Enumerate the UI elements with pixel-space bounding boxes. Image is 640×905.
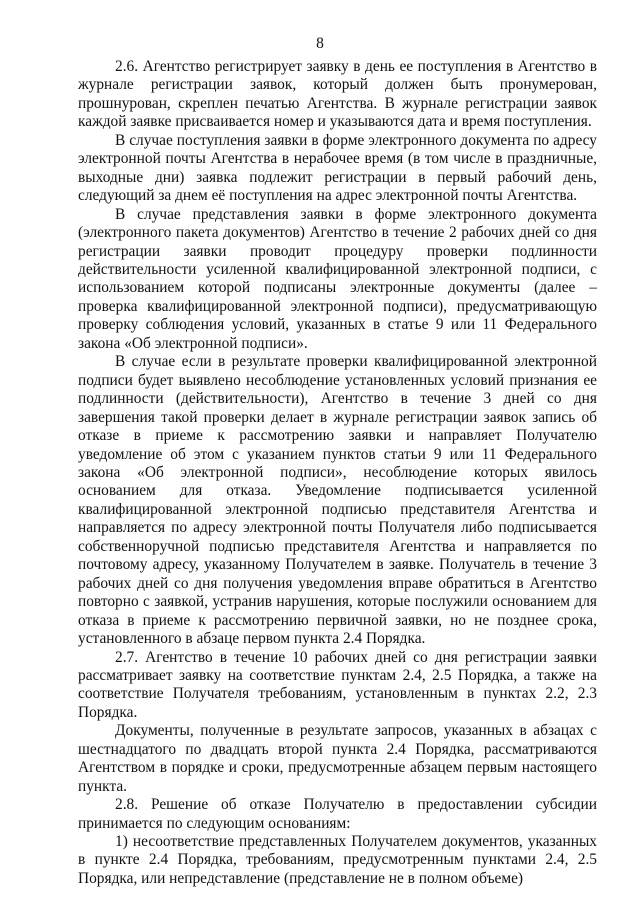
- paragraph-requested-documents: Документы, полученные в результате запросов, указанных в абзацах с шестнадцатого по двадцать второй пункта 2.4 Порядка, рассматриваются Агентством в порядке и сроки, предусмотренные абзацем первым настоящего пункта.: [78, 722, 597, 795]
- paragraph-2-7: 2.7. Агентство в течение 10 рабочих дней со дня регистрации заявки рассматривает заявку на соответствие пунктам 2.4, 2.5 Порядка, а также на соответствие Получателя требованиям, установленным в пунктах 2.2, 2.3 Порядка.: [78, 648, 597, 721]
- paragraph-ground-1: 1) несоответствие представленных Получателем документов, указанных в пункте 2.4 Порядка, требованиям, предусмотренным пунктами 2.4, 2.5 Порядка, или непредставление (представление не в полном объеме): [78, 833, 597, 887]
- document-body: [78, 58, 597, 888]
- paragraph-email-registration: В случае поступления заявки в форме электронного документа по адресу электронной почты Агентства в нерабочее время (в том числе в праздничные, выходные дни) заявка подлежит регистрации в первый рабочий день, следующий за днем её поступления на адрес электронной почты Агентства.: [78, 131, 597, 205]
- paragraph-signature-failure: В случае если в результате проверки квалифицированной электронной подписи будет выявлено несоблюдение установленных условий признания ее подлинности (действительности), Агентство в течение 3 дней со дня завершения такой проверки делает в журнале регистрации заявок запись об отказе в приеме к рассмотрению заявки и направляет Получателю уведомление об этом с указанием пунктов статьи 9 или 11 Федерального закона «Об электронной подписи», несоблюдение которых явилось основанием для отказа. Уведомление подписывается усиленной квалифицированной электронной подписью представителя Агентства и направляется по адресу электронной почты Получателя либо подписывается собственноручной подписью представителя Агентства и направляется по почтовому адресу, указанному Получателем в заявке. Получатель в течение 3 рабочих дней со дня получения уведомления вправе обратиться в Агентство повторно с заявкой, устранив нарушения, которые послужили основанием для отказа в приеме к рассмотрению первичной заявки, но не позднее срока, установленного в абзаце первом пункта 2.4 Порядка.: [78, 353, 597, 648]
- paragraph-2-6: 2.6. Агентство регистрирует заявку в день ее поступления в Агентство в журнале регистрации заявок, который должен быть пронумерован, прошнурован, скреплен печатью Агентства. В журнале регистрации заявок каждой заявке присваивается номер и указываются дата и время поступления.: [78, 58, 597, 131]
- paragraph-signature-check: В случае представления заявки в форме электронного документа (электронного пакета документов) Агентство в течение 2 рабочих дней со дня регистрации заявки проводит процедуру проверки подлинности действительности усиленной квалифицированной электронной подписи, с использованием которой подписаны электронные документы (далее – проверка квалифицированной электронной подписи), предусматривающую проверку соблюдения условий, указанных в статье 9 или 11 Федерального закона «Об электронной подписи».: [78, 205, 597, 352]
- paragraph-2-8: 2.8. Решение об отказе Получателю в предоставлении субсидии принимается по следующим основаниям:: [78, 796, 597, 832]
- page-number: 8: [316, 35, 324, 52]
